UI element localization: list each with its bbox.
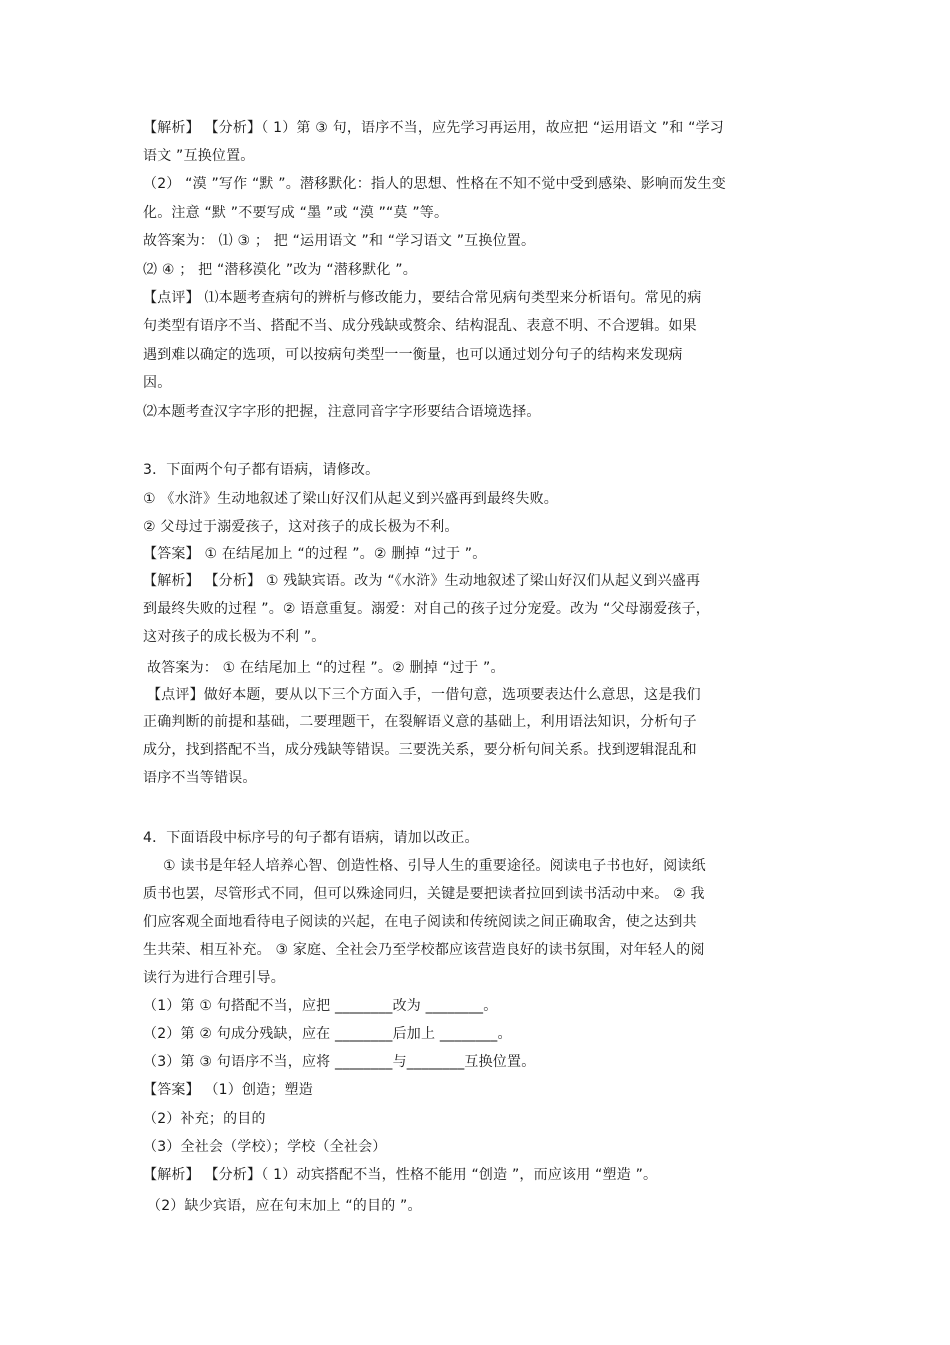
question-4-title: 4．下面语段中标序号的句子都有语病，请加以改正。 — [143, 830, 479, 846]
question-3-comment: 成分，找到搭配不当，成分残缺等错误。三要洗关系，要分析句间关系。找到逻辑混乱和 — [143, 742, 697, 758]
question-4-analysis: （2）缺少宾语，应在句末加上 “的目的 ”。 — [147, 1198, 422, 1214]
answer-line: ⑵ ④ ； 把 “潜移漠化 ”改为 “潜移默化 ”。 — [143, 262, 417, 278]
question-4-passage: 们应客观全面地看待电子阅读的兴起，在电子阅读和传统阅读之间正确取舍，使之达到共 — [143, 914, 697, 930]
question-4-item: （3）第 ③ 句语序不当，应将 ________与________互换位置。 — [143, 1054, 536, 1070]
question-3-sentence: ① 《水浒》生动地叙述了梁山好汉们从起义到兴盛再到最终失败。 — [143, 491, 558, 507]
question-4-passage: 质书也罢，尽管形式不同，但可以殊途同归，关键是要把读者拉回到读书活动中来。 ② 我 — [143, 886, 705, 902]
question-4-answer: （2）补充；的目的 — [143, 1111, 266, 1127]
question-3-title: 3．下面两个句子都有语病，请修改。 — [143, 462, 380, 478]
question-3-analysis: 到最终失败的过程 ”。② 语意重复。溺爱：对自己的孩子过分宠爱。改为 “父母溺爱孩子， — [143, 601, 711, 617]
comment-line: 【点评】 ⑴本题考查病句的辨析与修改能力，要结合常见病句类型来分析语句。常见的病 — [143, 290, 702, 306]
comment-line: ⑵本题考查汉字字形的把握，注意同音字字形要结合语境选择。 — [143, 404, 541, 420]
question-3-answer: 【答案】 ① 在结尾加上 “的过程 ”。② 删掉 “过于 ”。 — [143, 546, 487, 562]
comment-line: 因。 — [143, 375, 172, 391]
question-3-analysis: 这对孩子的成长极为不利 ”。 — [143, 629, 326, 645]
analysis-line: 语文 ”互换位置。 — [143, 148, 255, 164]
question-4-item: （2）第 ② 句成分残缺，应在 ________后加上 ________。 — [143, 1026, 512, 1042]
question-4-answer: （3）全社会（学校）；学校（全社会） — [143, 1139, 387, 1155]
question-3-sentence: ② 父母过于溺爱孩子，这对孩子的成长极为不利。 — [143, 519, 459, 535]
question-4-answer: 【答案】 （1）创造；塑造 — [143, 1082, 313, 1098]
answer-line: 故答案为： ⑴ ③ ； 把 “运用语文 ”和 “学习语文 ”互换位置。 — [143, 233, 536, 249]
question-4-passage: 生共荣、相互补充。 ③ 家庭、全社会乃至学校都应该营造良好的读书氛围，对年轻人的阅 — [143, 942, 705, 958]
question-4-passage: ① 读书是年轻人培养心智、创造性格、引导人生的重要途径。阅读电子书也好，阅读纸 — [163, 858, 706, 874]
question-3-comment: 【点评】做好本题，要从以下三个方面入手，一借句意，选项要表达什么意思，这是我们 — [147, 687, 701, 703]
comment-line: 遇到难以确定的选项，可以按病句类型一一衡量，也可以通过划分句子的结构来发现病 — [143, 347, 683, 363]
analysis-line: （2） “漠 ”写作 “默 ”。潜移默化：指人的思想、性格在不知不觉中受到感染、影响而发生变 — [143, 176, 726, 192]
question-4-analysis: 【解析】 【分析】（ 1）动宾搭配不当，性格不能用 “创造 ”，而应该用 “塑造 ”。 — [143, 1167, 658, 1183]
question-3-comment: 语序不当等错误。 — [143, 770, 257, 786]
comment-line: 句类型有语序不当、搭配不当、成分残缺或赘余、结构混乱、表意不明、不合逻辑。如果 — [143, 318, 697, 334]
analysis-line: 化。注意 “默 ”不要写成 “墨 ”或 “漠 ”“莫 ”等。 — [143, 205, 449, 221]
analysis-line: 【解析】 【分析】（ 1）第 ③ 句，语序不当，应先学习再运用，故应把 “运用语文 ”和 “学习 — [143, 120, 724, 136]
question-4-passage: 读行为进行合理引导。 — [143, 970, 285, 986]
question-3-comment: 正确判断的前提和基础，二要理题干，在裂解语义意的基础上，利用语法知识，分析句子 — [143, 714, 697, 730]
question-4-item: （1）第 ① 句搭配不当，应把 ________改为 ________。 — [143, 998, 498, 1014]
question-3-analysis: 【解析】 【分析】 ① 残缺宾语。改为 “《水浒》生动地叙述了梁山好汉们从起义到兴盛再 — [143, 573, 701, 589]
question-3-answer-summary: 故答案为： ① 在结尾加上 “的过程 ”。② 删掉 “过于 ”。 — [147, 660, 505, 676]
